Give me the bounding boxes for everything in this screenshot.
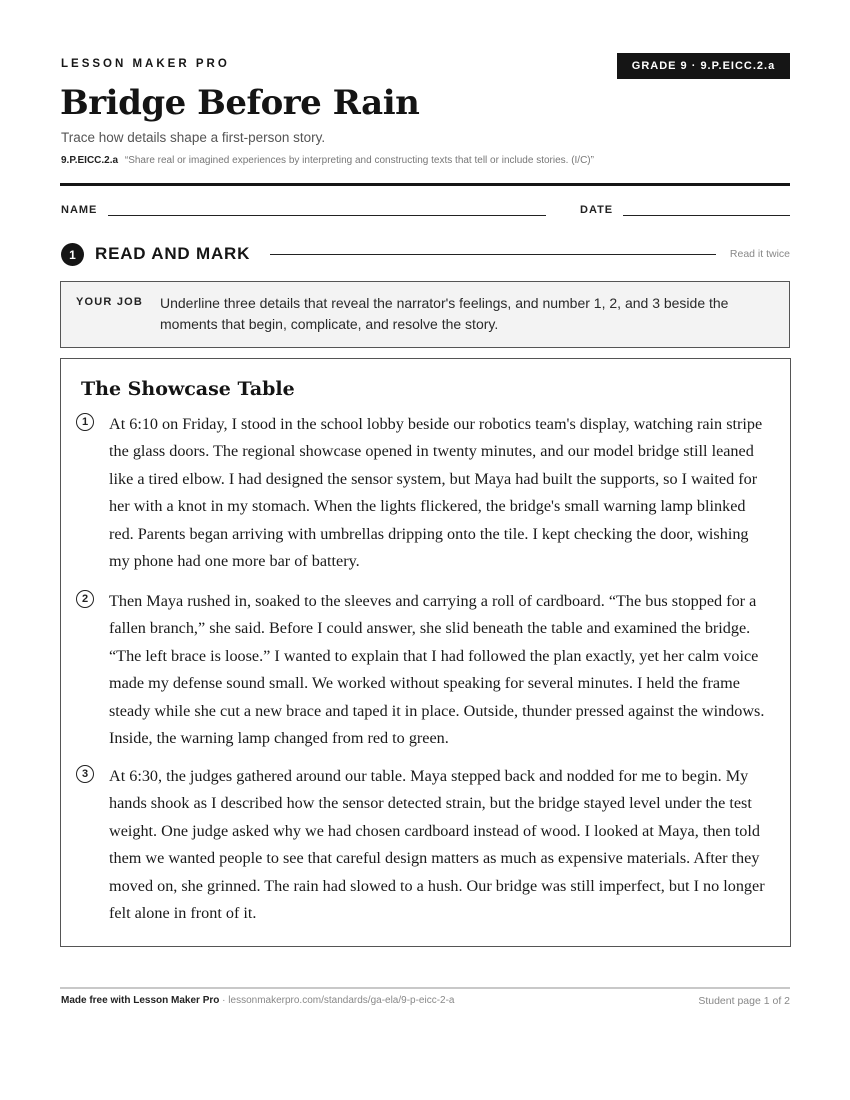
paragraph-number-marker: 1	[76, 413, 94, 431]
footer-separator: ·	[219, 995, 229, 1006]
footer-credit	[61, 995, 455, 1006]
name-label: NAME	[61, 204, 98, 216]
footer-divider	[60, 987, 790, 989]
date-field-line[interactable]	[623, 215, 790, 216]
page-subtitle: Trace how details shape a first-person story.	[61, 130, 326, 145]
footer-brand: Made free with Lesson Maker Pro	[61, 995, 220, 1006]
standard-line	[61, 155, 594, 166]
paragraph-text: At 6:10 on Friday, I stood in the school lobby beside our robotics team's display, watching rain stripe the glass doors. The regional showcase opened in twenty minutes, and our model bridge still leaned like a tired elbow. I had designed the sensor system, but Maya had built the supports, so I waited for her with a knot in my stomach. When the lights flickered, the bridge's small warning lamp blinked red. Parents began arriving with umbrellas dripping onto the tile. I kept checking the door, wishing my phone had one more bar of battery.	[109, 415, 763, 571]
paragraph-number-marker: 2	[76, 590, 94, 608]
paragraph-text: Then Maya rushed in, soaked to the sleeves and carrying a roll of cardboard. “The bus stopped for a fallen branch,” she said. Before I could answer, she slid beneath the table and examined the bridge. “The left brace is loose.” I wanted to explain that I had followed the plan exactly, yet her calm voice made my defense sound small. We worked without speaking for several minutes. I held the frame steady while she cut a new brace and taped it in place. Outside, thunder pressed against the windows. Inside, the warning lamp changed from red to green.	[109, 592, 765, 748]
instructions-label: YOUR JOB	[76, 296, 144, 308]
section-note: Read it twice	[729, 248, 790, 260]
page-indicator: Student page 1 of 2	[698, 995, 790, 1007]
grade-badge: GRADE 9 · 9.P.EICC.2.a	[617, 53, 790, 79]
section-divider	[270, 254, 716, 255]
standard-code: 9.P.EICC.2.a	[61, 155, 119, 166]
section-title: READ AND MARK	[95, 244, 251, 263]
header-divider	[60, 183, 790, 186]
name-field-line[interactable]	[108, 215, 546, 216]
story-passage-box	[60, 358, 791, 947]
page-title: Bridge Before Rain	[60, 83, 420, 123]
footer-url-link[interactable]: lessonmakerpro.com/standards/ga-ela/9-p-eicc-2-a	[228, 995, 455, 1006]
paragraph-number-marker: 3	[76, 765, 94, 783]
brand-wordmark: LESSON MAKER PRO	[61, 58, 230, 70]
paragraph-text: At 6:30, the judges gathered around our table. Maya stepped back and nodded for me to begin. My hands shook as I described how the sensor detected strain, but the bridge stayed level under the test weight. One judge asked why we had chosen cardboard instead of wood. I looked at Maya, then told them we wanted people to see that careful design matters as much as expensive materials. After they moved on, she grinned. The rain had slowed to a hush. Our bridge was still imperfect, but I no longer felt alone in front of it.	[109, 767, 765, 923]
instructions-box	[60, 281, 790, 348]
instructions-text: Underline three details that reveal the narrator's feelings, and number 1, 2, and 3 beside the moments that begin, complicate, and resolve the story.	[160, 295, 729, 332]
story-title: The Showcase Table	[81, 378, 295, 400]
section-number-badge: 1	[61, 243, 84, 266]
standard-text: “Share real or imagined experiences by interpreting and constructing texts that tell or include stories. (I/C)”	[124, 155, 594, 166]
date-label: DATE	[580, 204, 614, 216]
